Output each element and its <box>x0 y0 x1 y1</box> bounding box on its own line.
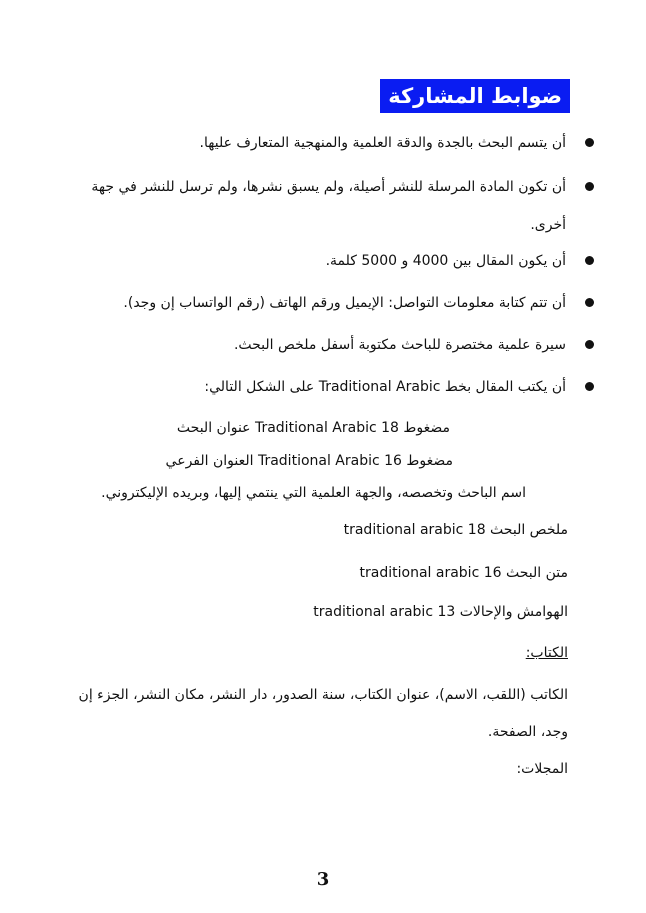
bullet-dot-icon <box>585 138 594 147</box>
bullet-dot-icon <box>585 298 594 307</box>
author-info-line: اسم الباحث وتخصصه، والجهة العلمية التي ينتمي إليها، وبريده الإليكتروني. <box>101 485 526 501</box>
list-item-text: أن يكتب المقال بخط Traditional Arabic على الشكل التالي: <box>204 379 566 395</box>
book-format-line-continued: وجد، الصفحة. <box>487 724 568 740</box>
bullet-dot-icon <box>585 382 594 391</box>
bullet-dot-icon <box>585 340 594 349</box>
subtitle-font-line: مضغوط Traditional Arabic 16 العنوان الفرعي <box>165 453 453 469</box>
list-item-text: سيرة علمية مختصرة للباحث مكتوبة أسفل ملخص البحث. <box>233 337 566 353</box>
list-item <box>86 242 566 280</box>
footnotes-font-line: الهوامش والإحالات traditional arabic 13 <box>313 604 568 620</box>
title-font-line: مضغوط Traditional Arabic 18 عنوان البحث <box>176 420 450 436</box>
list-item <box>86 124 566 162</box>
journals-heading: المجلات: <box>516 761 568 777</box>
abstract-font-line: ملخص البحث traditional arabic 18 <box>343 522 568 538</box>
list-item <box>86 326 566 364</box>
list-item <box>86 284 566 322</box>
section-title: ضوابط المشاركة <box>380 79 570 113</box>
bullet-dot-icon <box>585 182 594 191</box>
body-font-line: متن البحث traditional arabic 16 <box>359 565 568 581</box>
book-heading: الكتاب: <box>525 645 568 661</box>
list-item <box>86 168 566 244</box>
list-item <box>86 368 566 406</box>
list-item-text: أن يتسم البحث بالجدة والدقة العلمية والمنهجية المتعارف عليها. <box>199 135 566 151</box>
page-number: 3 <box>316 869 330 890</box>
list-item-text: أن تتم كتابة معلومات التواصل: الإيميل ورقم الهاتف (رقم الواتساب إن وجد). <box>123 295 566 311</box>
list-item-text: أن تكون المادة المرسلة للنشر أصيلة، ولم يسبق نشرها، ولم ترسل للنشر في جهة أخرى. <box>91 179 566 233</box>
bullet-dot-icon <box>585 256 594 265</box>
book-format-line: الكاتب (اللقب، الاسم)، عنوان الكتاب، سنة الصدور، دار النشر، مكان النشر، الجزء إن <box>78 687 568 703</box>
list-item-text: أن يكون المقال بين 4000 و 5000 كلمة. <box>325 253 566 269</box>
